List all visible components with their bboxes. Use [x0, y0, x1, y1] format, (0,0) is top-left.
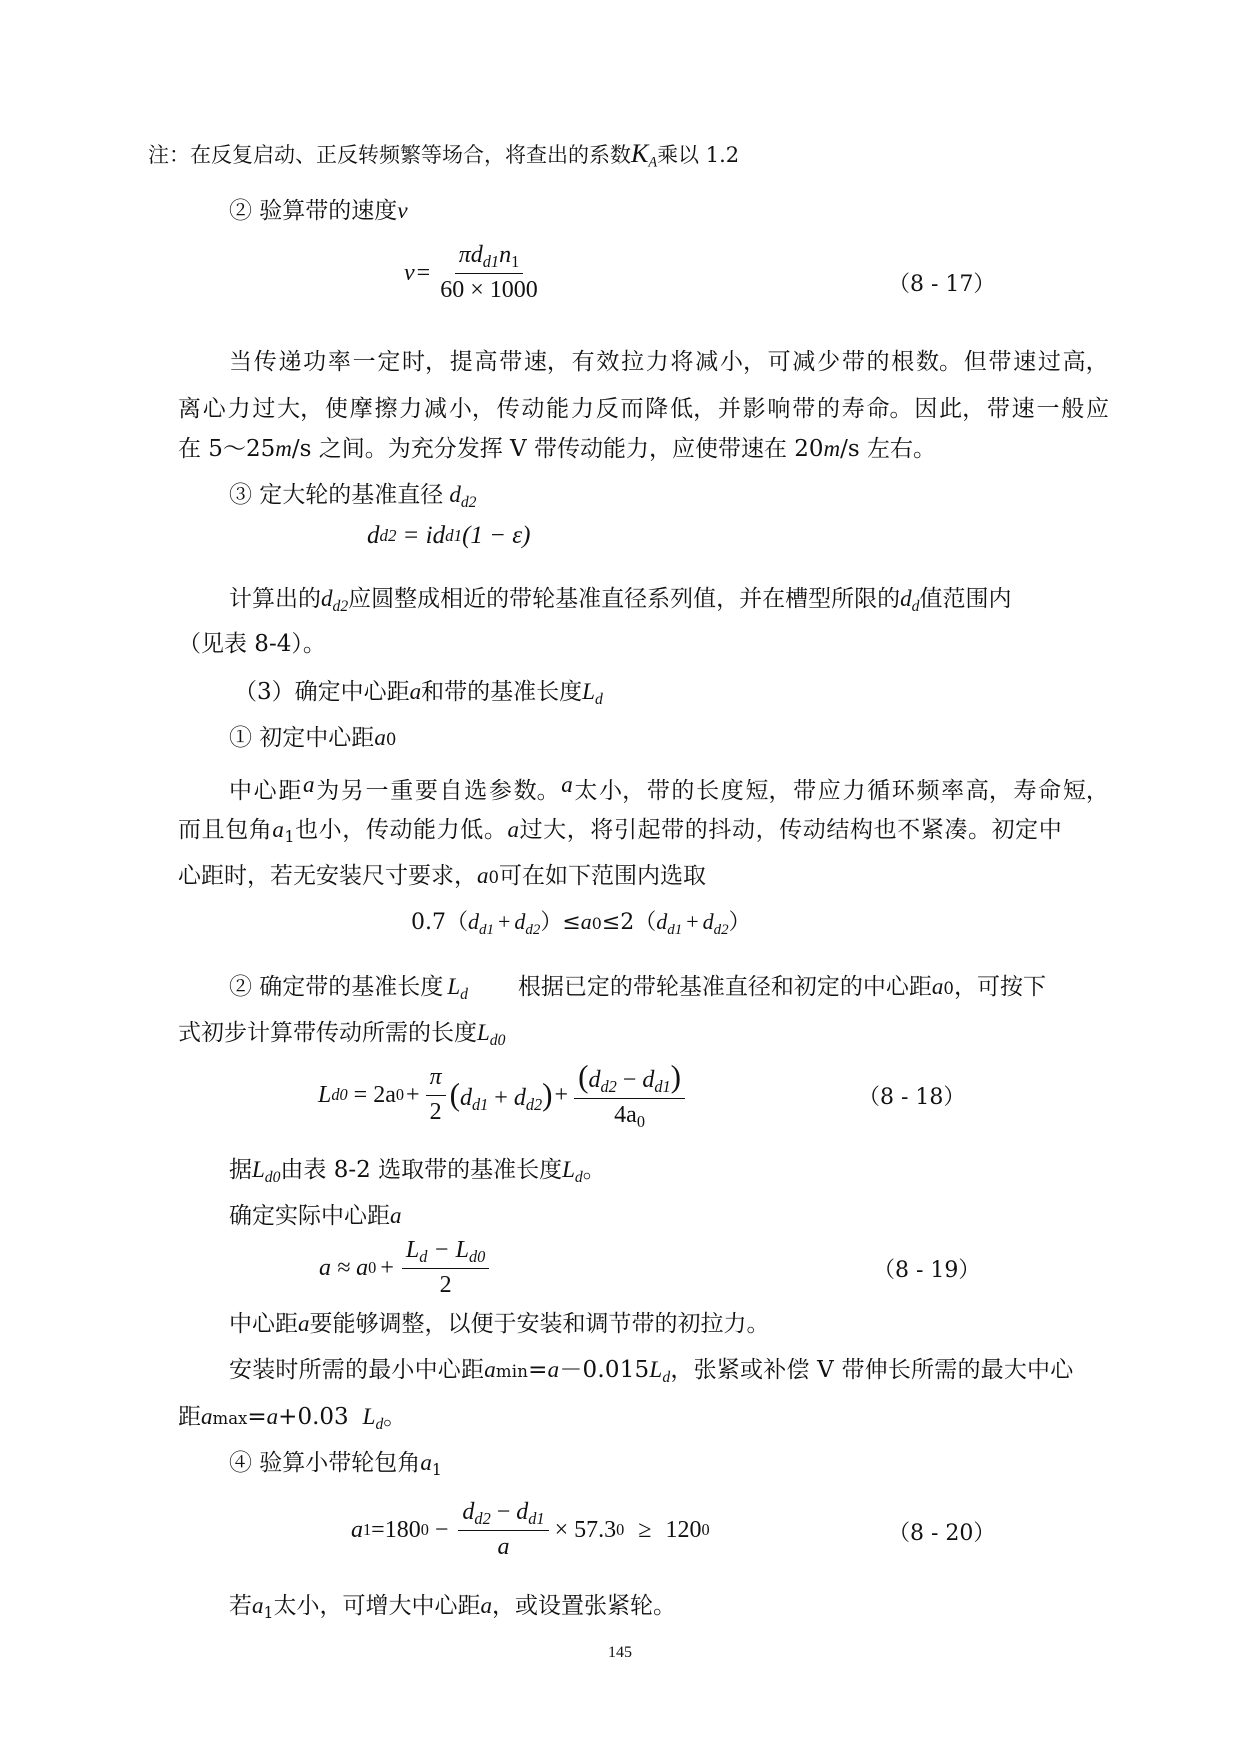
text-token: 力: [842, 778, 866, 804]
text-token: 大，: [277, 396, 324, 422]
equation-8-17: v = $\frac{\pi d_{d1}n_1}{60 \times 1000}$: [404, 242, 538, 303]
text-token: 减: [792, 349, 816, 375]
text-token: 反: [595, 396, 619, 422]
para-dd2-line1: 计算出的$d_{d2}$应圆整成相近的带轮基准直径系列值，并在槽型所限的$d_d$值范围内: [229, 586, 1012, 615]
step-wrap-angle: ④ 验算小带轮包角$a_1$: [229, 1450, 442, 1479]
para-a-line1: [229, 772, 1109, 805]
para-install-line1: 安装时所需的最小中心距$amin=a-0.015L_d$，张紧或补偿 V 带伸长所需的最大中心: [229, 1357, 1074, 1386]
para-a-line3: 心距时，若无安装尺寸要求，a0可在如下范围内选取: [178, 863, 707, 889]
text-token: 而: [620, 396, 644, 422]
text-token: 高，: [1062, 349, 1109, 375]
text-token: 选: [464, 778, 488, 804]
text-token: 带: [793, 778, 817, 804]
text-token: 短，: [1062, 778, 1109, 804]
page-number: 145: [608, 1644, 632, 1661]
text-token: 命: [1038, 778, 1062, 804]
step-large-pulley: ③ 定大轮的基准直径 $d_{d2}$: [229, 482, 477, 511]
step-base-length: ② 确定带的基准长度 $L_d$ 根据已定的带轮基准直径和初定的中心距a0，可按下: [229, 974, 1046, 1003]
text-token: 带: [792, 396, 816, 422]
text-token: 要: [414, 778, 438, 804]
text-token: 为: [316, 778, 340, 804]
text-token: 小，: [599, 778, 646, 804]
text-token: 应: [1086, 396, 1109, 422]
text-token: 速: [1011, 396, 1035, 422]
section-3-heading: （3）确定中心距a和带的基准长度$L_d$: [234, 679, 603, 708]
para-select-ld: 据$L_{d0}$由表 8-2 选取带的基准长度$L_d$。: [229, 1157, 606, 1186]
text-token: 力: [645, 349, 669, 375]
text-token: 使: [324, 396, 348, 422]
text-token: 因: [914, 396, 938, 422]
text-token: 高，: [965, 778, 1012, 804]
text-token: 距: [278, 778, 302, 804]
text-token: 当: [229, 349, 252, 375]
inequality-a0: $0.7(d_{d1} + d_{d2})\le a0\le 2(d_{d1} + d_{d2})$: [411, 909, 751, 938]
text-token: 一: [1036, 396, 1060, 422]
text-token: 速，: [523, 349, 570, 375]
para-speed-line3: 在 5～25m/s 之间。为充分发挥 V 带传动能力，应使带速在 20m/s 左右。: [178, 436, 937, 462]
equation-8-19: a ≈ a 0 + $\frac{L_d - L_{d0}}{2}$: [319, 1237, 493, 1299]
text-token: 力: [399, 396, 423, 422]
text-token: 有: [571, 349, 595, 375]
eq-number-8-20: （8 - 20）: [888, 1521, 996, 1546]
text-token: 过: [252, 396, 276, 422]
text-token: 效: [596, 349, 620, 375]
actual-center-distance: 确定实际中心距a: [229, 1203, 402, 1229]
text-token: 命。: [866, 396, 913, 422]
text-token: 离: [178, 396, 201, 422]
text-token: 的: [671, 778, 695, 804]
text-token: 一: [365, 778, 389, 804]
text-token: 小，: [448, 396, 495, 422]
text-token: 力: [227, 396, 251, 422]
text-token: 拉: [621, 349, 645, 375]
text-token: 长: [696, 778, 720, 804]
para-adjust: 中心距a要能够调整，以便于安装和调节带的初拉力。: [229, 1311, 770, 1337]
text-token: 频: [916, 778, 940, 804]
text-token: 力: [570, 396, 594, 422]
para-speed-line2: [178, 390, 1109, 423]
text-token: 减: [424, 396, 448, 422]
text-token: 传: [496, 396, 520, 422]
text-token: 过: [1037, 349, 1061, 375]
para-install-line2: 距amax=a+0.03 $L_d$。: [178, 1404, 407, 1433]
text-token: 减: [695, 349, 719, 375]
text-token: 提: [449, 349, 473, 375]
text-token: 中: [229, 778, 252, 804]
eq-number-8-17: （8 - 17）: [888, 272, 996, 297]
equation-8-20: a 1 =180 0 − $\frac{d_{d2} - d_{d1}}{a}$ × 57.3 0 ≥ 120 0: [351, 1499, 710, 1560]
text-token: 传: [253, 349, 277, 375]
text-token: 降: [645, 396, 669, 422]
text-token: 应: [817, 778, 841, 804]
text-token: 响: [767, 396, 791, 422]
text-token: 带: [499, 349, 523, 375]
text-token: 带: [646, 778, 670, 804]
text-token: 自: [439, 778, 463, 804]
step-verify-speed: ② 验算带的速度v: [229, 198, 408, 224]
text-token: 的: [866, 349, 890, 375]
text-token: a: [561, 772, 573, 797]
para-speed-line1: [229, 343, 1109, 376]
text-token: 环: [891, 778, 915, 804]
text-token: 将: [670, 349, 694, 375]
text-token: 定: [377, 349, 401, 375]
text-token: 高: [474, 349, 498, 375]
text-token: 度: [720, 778, 744, 804]
text-token: 带: [986, 396, 1010, 422]
text-token: 能: [546, 396, 570, 422]
text-token: 带: [988, 349, 1012, 375]
text-token: 根: [891, 349, 915, 375]
text-token: 的: [816, 396, 840, 422]
text-token: 数。: [915, 349, 962, 375]
equation-8-18: L d0 = 2a 0 + $\frac{\pi}{2}$ $(d_{d1} + d_{d2})$ + $\frac{(d_{d2} - d_{d1})}{4a_0}$: [318, 1061, 689, 1129]
eq-number-8-19: （8 - 19）: [873, 1258, 981, 1283]
step-base-length-line2: 式初步计算带传动所需的长度$L_{d0}$: [178, 1020, 506, 1049]
step-initial-center-distance: ① 初定中心距a0: [229, 725, 397, 751]
text-token: 一: [352, 349, 376, 375]
text-token: 带: [841, 349, 865, 375]
text-token: 循: [867, 778, 891, 804]
text-token: 小，: [719, 349, 766, 375]
text-token: 重: [390, 778, 414, 804]
note-line: 注：在反复启动、正反转频繁等场合，将查出的系数$K_A$乘以 1.2: [148, 139, 740, 171]
eq-number-8-18: （8 - 18）: [858, 1085, 966, 1110]
text-token: 功: [303, 349, 327, 375]
text-token: 参: [488, 778, 512, 804]
text-token: 心: [202, 396, 226, 422]
text-token: 心: [253, 778, 277, 804]
text-token: 短，: [745, 778, 792, 804]
text-token: 但: [963, 349, 987, 375]
text-token: 率: [327, 349, 351, 375]
equation-dd2: d d2 = id d1 (1 − ε): [367, 522, 531, 549]
text-token: 影: [742, 396, 766, 422]
text-token: 少: [817, 349, 841, 375]
text-token: 动: [521, 396, 545, 422]
text-token: 寿: [1013, 778, 1037, 804]
para-final: 若$a_1$太小，可增大中心距a，或设置张紧轮。: [229, 1593, 676, 1622]
text-token: 时，: [402, 349, 449, 375]
text-token: 太: [574, 778, 598, 804]
text-token: 摩: [349, 396, 373, 422]
text-token: 般: [1061, 396, 1085, 422]
text-token: 另: [340, 778, 364, 804]
text-token: 数。: [513, 778, 560, 804]
para-dd2-line2: （见表 8-4）。: [178, 631, 326, 657]
text-token: 可: [767, 349, 791, 375]
text-token: 低，: [670, 396, 717, 422]
text-token: 速: [1013, 349, 1037, 375]
text-token: 递: [278, 349, 302, 375]
text-token: 此，: [939, 396, 986, 422]
text-token: 擦: [374, 396, 398, 422]
text-token: 寿: [841, 396, 865, 422]
para-a-line2: 而且包角$a_1$也小，传动能力低。a过大，将引起带的抖动，传动结构也不紧凑。初定中: [178, 817, 1063, 846]
text-token: 率: [941, 778, 965, 804]
text-token: a: [303, 772, 315, 797]
text-token: 并: [717, 396, 741, 422]
